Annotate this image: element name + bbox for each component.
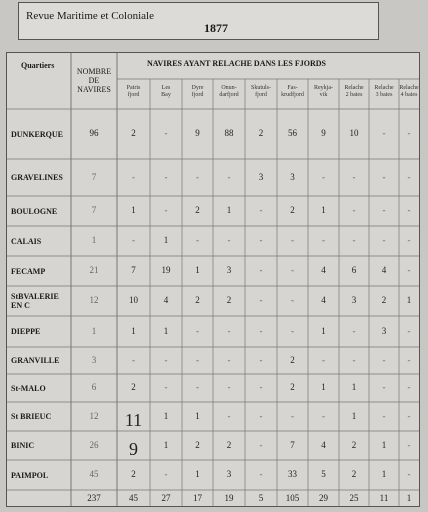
header-fjord-line: Relache xyxy=(344,85,364,91)
row-navires: 7 xyxy=(91,171,97,182)
row-value: 2 xyxy=(195,295,200,305)
row-value: 3 xyxy=(226,469,232,479)
row-quartier-line: DUNKERQUE xyxy=(11,129,64,139)
row-quartier-line: DIEPPE xyxy=(11,327,41,336)
row-value: 2 xyxy=(290,382,295,392)
row-value: - xyxy=(196,382,199,392)
row-value: 11 xyxy=(124,409,143,430)
row-value: 1 xyxy=(131,205,136,215)
header-fjord xyxy=(245,85,277,99)
row-quartier xyxy=(11,327,40,336)
row-value: 2 xyxy=(195,439,200,450)
row-quartier xyxy=(11,130,63,139)
row-value: - xyxy=(164,354,168,365)
row-value: - xyxy=(322,171,325,182)
row-navires: 6 xyxy=(91,382,97,392)
header-fjord-line: 3 baies xyxy=(375,92,393,98)
row-value: 1 xyxy=(163,325,169,336)
row-value: - xyxy=(196,325,199,336)
row-quartier xyxy=(11,292,59,310)
row-value: 2 xyxy=(226,439,232,450)
row-value: - xyxy=(352,325,356,336)
row-value: 3 xyxy=(226,265,232,275)
row-value: - xyxy=(227,325,231,336)
row-value: 1 xyxy=(131,325,136,336)
row-value: 56 xyxy=(288,128,297,138)
row-value: 1 xyxy=(381,469,387,479)
row-value: 1 xyxy=(321,205,326,215)
row-value: 3 xyxy=(290,171,295,182)
row-value: - xyxy=(352,171,356,182)
row-value: 4 xyxy=(163,295,169,305)
row-value: 2 xyxy=(131,469,136,479)
row-value: 4 xyxy=(321,295,326,305)
row-value: - xyxy=(259,235,263,245)
row-value: - xyxy=(259,265,263,275)
row-value: - xyxy=(407,354,411,365)
row-value: 33 xyxy=(288,469,297,479)
row-value: 1 xyxy=(195,410,200,421)
row-quartier-line: St BRIEUC xyxy=(11,412,52,421)
row-value: 7 xyxy=(131,265,136,275)
row-value: 1 xyxy=(226,205,232,215)
row-value: - xyxy=(322,410,325,421)
row-value: 9 xyxy=(129,438,138,459)
row-value: - xyxy=(227,171,231,182)
total-value: 11 xyxy=(379,493,389,503)
row-value: - xyxy=(164,128,168,138)
row-value: 4 xyxy=(321,439,326,450)
row-value: 1 xyxy=(351,382,357,392)
row-value: 2 xyxy=(226,295,232,305)
total-value: 105 xyxy=(285,493,300,503)
row-value: - xyxy=(164,469,168,479)
row-value: - xyxy=(227,354,231,365)
row-value: - xyxy=(259,295,263,305)
row-navires: 3 xyxy=(91,354,97,365)
row-value: - xyxy=(382,382,386,392)
row-value: - xyxy=(132,235,135,245)
row-value: - xyxy=(382,205,386,215)
header-fjord-line: darfjord xyxy=(219,92,239,98)
row-quartier-line: StBVALERIE xyxy=(11,292,59,301)
header-fjord xyxy=(277,85,308,99)
row-value: - xyxy=(352,235,356,245)
row-value: 5 xyxy=(321,469,326,479)
row-value: - xyxy=(407,171,411,182)
header-fjord-line: krudfjord xyxy=(281,92,304,98)
row-value: 2 xyxy=(131,128,136,138)
header-navires xyxy=(71,67,117,94)
row-value: 19 xyxy=(161,265,171,275)
row-value: - xyxy=(164,171,168,182)
row-value: - xyxy=(164,205,168,215)
row-value: - xyxy=(382,235,386,245)
row-navires: 96 xyxy=(89,128,99,138)
row-value: - xyxy=(291,265,294,275)
header-fjord-line: fjord xyxy=(127,92,140,98)
row-value: - xyxy=(227,235,231,245)
header-fjord xyxy=(339,85,369,99)
row-quartier xyxy=(11,412,51,421)
row-value: 1 xyxy=(163,235,169,245)
total-navires: 237 xyxy=(87,493,101,503)
row-value: - xyxy=(196,171,199,182)
row-quartier xyxy=(11,356,59,365)
publication-year: 1877 xyxy=(204,21,228,35)
row-value: 1 xyxy=(406,295,412,305)
row-quartier-line: GRANVILLE xyxy=(11,356,60,365)
row-value: - xyxy=(132,354,135,365)
row-value: 1 xyxy=(195,469,200,479)
header-fjord-line: Relache xyxy=(399,85,419,91)
row-quartier-line: GRAVELINES xyxy=(11,173,63,182)
row-navires: 12 xyxy=(89,295,99,305)
row-quartier-line: BINIC xyxy=(11,441,35,450)
row-value: 1 xyxy=(321,382,326,392)
row-value: - xyxy=(227,382,231,392)
total-value: 45 xyxy=(129,493,138,503)
header-fjord-line: Bay xyxy=(161,92,171,98)
header-fjord xyxy=(213,85,245,99)
row-value: - xyxy=(382,171,386,182)
total-value: 5 xyxy=(258,493,264,503)
header-fjord xyxy=(117,85,150,99)
header-fjords-group: NAVIRES AYANT RELACHE DANS LES FJORDS xyxy=(147,59,326,68)
row-value: 3 xyxy=(381,325,387,336)
row-value: 10 xyxy=(129,295,138,305)
row-value: 2 xyxy=(195,205,200,215)
row-navires: 26 xyxy=(89,439,99,450)
header-fjord-line: Onun- xyxy=(221,85,237,91)
row-value: - xyxy=(259,205,263,215)
row-value: - xyxy=(132,171,135,182)
total-value: 29 xyxy=(319,493,328,503)
row-quartier xyxy=(11,237,41,246)
row-value: 1 xyxy=(163,439,169,450)
row-quartier-line: FECAMP xyxy=(11,266,46,276)
row-value: - xyxy=(407,265,411,275)
header-fjord-line: 2 baies xyxy=(345,92,363,98)
header-fjord-line: Patris xyxy=(126,85,141,91)
publication-title: Revue Maritime et Coloniale xyxy=(26,10,154,22)
header-fjord xyxy=(399,85,419,99)
row-value: - xyxy=(407,235,411,245)
header-fjord-line: 4 baies xyxy=(400,92,418,98)
header-box xyxy=(18,2,379,40)
row-navires: 1 xyxy=(91,325,97,336)
row-value: - xyxy=(382,128,386,138)
row-quartier xyxy=(11,207,57,216)
row-value: - xyxy=(407,382,411,392)
table-grid xyxy=(7,53,419,506)
row-value: - xyxy=(322,235,325,245)
row-quartier xyxy=(11,471,48,480)
row-value: 1 xyxy=(351,410,357,421)
row-value: - xyxy=(259,325,263,336)
row-value: - xyxy=(407,325,411,336)
header-fjord-line: Dyre xyxy=(191,85,204,91)
row-quartier-line: CALAIS xyxy=(11,236,42,246)
header-fjord xyxy=(150,85,182,99)
row-value: - xyxy=(407,205,411,215)
row-navires: 12 xyxy=(89,410,99,421)
row-value: 2 xyxy=(351,439,357,450)
header-fjord xyxy=(182,85,213,99)
row-quartier-line: BOULOGNE xyxy=(11,206,58,216)
row-value: - xyxy=(196,354,199,365)
row-value: 1 xyxy=(381,439,387,450)
header-fjord-line: Skutuls- xyxy=(250,85,271,91)
row-value: 1 xyxy=(163,410,169,421)
total-value: 25 xyxy=(349,493,359,503)
row-navires: 7 xyxy=(91,205,97,215)
row-value: 4 xyxy=(381,265,387,275)
row-quartier-line: EN C xyxy=(11,301,30,310)
row-value: 6 xyxy=(351,265,357,275)
header-navires-line: NOMBRE xyxy=(76,67,112,76)
header-fjord-line: Reykja- xyxy=(314,85,333,91)
header-fjord xyxy=(308,85,339,99)
row-value: - xyxy=(352,205,356,215)
row-navires: 1 xyxy=(91,235,97,245)
row-value: - xyxy=(407,439,411,450)
row-value: 2 xyxy=(351,469,357,479)
row-quartier-line: St-MALO xyxy=(11,383,46,393)
row-value: 2 xyxy=(131,382,136,392)
row-value: - xyxy=(291,235,294,245)
row-value: - xyxy=(164,382,168,392)
ship-table xyxy=(6,52,420,507)
header-navires-line: NAVIRES xyxy=(77,85,111,94)
row-value: - xyxy=(291,325,294,336)
row-value: 3 xyxy=(351,295,357,305)
row-value: - xyxy=(407,410,411,421)
row-value: - xyxy=(291,295,294,305)
row-value: 2 xyxy=(290,354,295,365)
row-value: - xyxy=(322,354,325,365)
total-value: 27 xyxy=(161,493,171,503)
header-fjord-line: vik xyxy=(319,92,328,98)
row-value: 2 xyxy=(258,128,264,138)
row-value: - xyxy=(227,410,231,421)
total-value: 1 xyxy=(406,493,412,503)
header-fjord-line: Relache xyxy=(374,85,394,91)
row-value: 2 xyxy=(381,295,387,305)
total-value: 19 xyxy=(224,493,234,503)
row-quartier xyxy=(11,267,45,276)
row-quartier xyxy=(11,384,46,393)
row-value: 10 xyxy=(349,128,359,138)
row-value: - xyxy=(259,469,263,479)
header-quartiers: Quartiers xyxy=(21,61,55,70)
row-value: - xyxy=(382,354,386,365)
header-fjord-line: Fas- xyxy=(287,85,298,91)
row-quartier xyxy=(11,441,34,450)
header-fjord-line: fjord xyxy=(255,92,267,98)
row-navires: 21 xyxy=(89,265,99,275)
row-value: - xyxy=(259,382,263,392)
row-value: 9 xyxy=(195,128,200,138)
header-navires-line: DE xyxy=(88,76,100,85)
row-value: - xyxy=(259,439,263,450)
row-value: 1 xyxy=(321,325,326,336)
row-value: 9 xyxy=(321,128,326,138)
total-value: 17 xyxy=(193,493,202,503)
row-value: - xyxy=(352,354,356,365)
header-fjord-line: fjord xyxy=(191,92,204,98)
row-value: 3 xyxy=(258,171,264,182)
row-value: 88 xyxy=(224,128,234,138)
row-value: - xyxy=(382,410,386,421)
row-value: 7 xyxy=(290,439,295,450)
row-value: 2 xyxy=(290,205,295,215)
header-fjord-line: Les xyxy=(161,85,171,91)
row-value: - xyxy=(259,354,263,365)
row-quartier-line: PAIMPOL xyxy=(11,470,49,480)
row-value: - xyxy=(407,128,411,138)
row-navires: 45 xyxy=(89,469,99,479)
row-value: - xyxy=(259,410,263,421)
row-value: 4 xyxy=(321,265,326,275)
row-quartier xyxy=(11,173,63,182)
row-value: - xyxy=(291,410,294,421)
row-value: - xyxy=(407,469,411,479)
row-value: 1 xyxy=(195,265,200,275)
header-fjord xyxy=(369,85,399,99)
row-value: - xyxy=(196,235,199,245)
